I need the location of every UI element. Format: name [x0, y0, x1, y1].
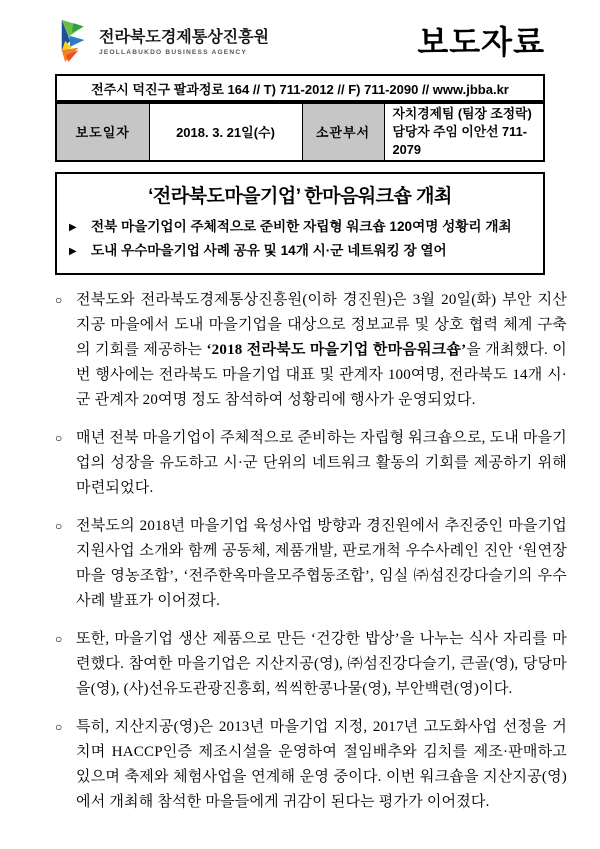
headline-box [55, 172, 545, 275]
headline-title: ‘전라북도마을기업’ 한마음워크숍 개최 [148, 185, 452, 207]
department-label: 소관부서 [302, 103, 384, 161]
paragraph-text [76, 426, 567, 501]
agency-logo-text [99, 24, 269, 56]
press-info-table [55, 102, 545, 162]
header [55, 14, 545, 66]
triangle-bullet-icon: ▶ [69, 221, 77, 233]
circle-bullet-icon: ○ [55, 292, 63, 307]
paragraph-segment: 매년 전북 마을기업이 주체적으로 준비하는 자립형 워크숍으로, 도내 마을기업의 성장을 유도하고 시·군 단위의 네트워크 활동의 기회를 제공하기 위해 마련되었다. [76, 429, 567, 496]
body-paragraph [55, 627, 567, 702]
headline-bullet [67, 215, 533, 239]
paragraph-text [76, 627, 567, 702]
agency-name-english: JEOLLABUKDO BUSINESS AGENCY [99, 49, 247, 56]
contact-address-bar: 전주시 덕진구 팔과정로 164 // T) 711-2012 // F) 711-2090 // www.jbba.kr [55, 74, 545, 102]
circle-bullet-icon: ○ [55, 518, 63, 533]
body-paragraph [55, 288, 567, 413]
paragraph-segment: 전북도의 2018년 마을기업 육성사업 방향과 경진원에서 추진중인 마을기업 지원사업 소개와 함께 공동체, 제품개발, 판로개척 우수사례인 진안 ‘원연장마을 영농조합’, ‘전주한옥마을모주협동조합’, 임실 ㈜섬진강다슬기의 우수사례 발표가 이어졌다. [76, 517, 567, 609]
headline-bullet-text: 전북 마을기업이 주체적으로 준비한 자립형 워크숍 120여명 성황리 개최 [91, 218, 512, 234]
paragraph-segment: 전북도와 전라북도경제통상진흥원(이하 경진원)은 3월 20일(화) 부안 지산지공 마을에서 도내 마을기업을 대상으로 정보교류 및 상호 협력 체계 구축의 기회를 제공하는 [76, 291, 567, 358]
paragraph-segment: 특히, 지산지공(영)은 2013년 마을기업 지정, 2017년 고도화사업 선정을 거치며 HACCP인증 제조시설을 운영하여 절임배추와 김치를 제조·판매하고 있으며 축제와 체험사업을 연계해 운영 중이다. 이번 워크숍을 지산지공(영)에서 개최해 참석한 마을들에게 귀감이 된다는 평가가 이어졌다. [76, 718, 567, 810]
paragraph-text [76, 715, 567, 815]
agency-logo [55, 16, 269, 64]
paragraph-segment: 을 개최했다. 이번 행사에는 전라북도 마을기업 대표 및 관계자 100여명, 전라북도 14개 시·군 관계자 20여명 정도 참석하여 성황리에 행사가 운영되었다. [76, 341, 568, 408]
paragraph-text [76, 514, 567, 614]
headline-bullet [67, 239, 533, 263]
circle-bullet-icon: ○ [55, 430, 63, 445]
article-body [55, 288, 567, 815]
body-paragraph [55, 715, 567, 815]
release-date-label: 보도일자 [56, 103, 149, 161]
paragraph-segment: 또한, 마을기업 생산 제품으로 만든 ‘건강한 밥상’을 나누는 식사 자리를 마련했다. 참여한 마을기업은 지산지공(영), ㈜섬진강다슬기, 큰골(영), 당당마을(영), (사)선유도관광진흥회, 씩씩한콩나물(영), 부안백련(영)이다. [76, 630, 567, 697]
circle-bullet-icon: ○ [55, 631, 63, 646]
body-paragraph [55, 514, 567, 614]
press-info-row [56, 103, 544, 161]
department-person: 담당자 주임 이안선 711-2079 [392, 123, 527, 157]
headline-bullet-text: 도내 우수마을기업 사례 공유 및 14개 시·군 네트워킹 장 열어 [91, 243, 447, 259]
paragraph-bold-segment: ‘2018 전라북도 마을기업 한마음워크숍’ [206, 341, 467, 358]
agency-logo-icon [55, 16, 92, 64]
circle-bullet-icon: ○ [55, 719, 63, 734]
body-paragraph [55, 426, 567, 501]
triangle-bullet-icon: ▶ [69, 246, 77, 258]
paragraph-text [76, 288, 567, 413]
department-team: 자치경제팀 (팀장 조정락) [392, 106, 532, 121]
document-type-title: 보도자료 [417, 24, 545, 60]
department-contact [384, 103, 544, 161]
release-date-value: 2018. 3. 21일(수) [149, 103, 302, 161]
agency-name-korean: 전라북도경제통상진흥원 [99, 29, 270, 46]
